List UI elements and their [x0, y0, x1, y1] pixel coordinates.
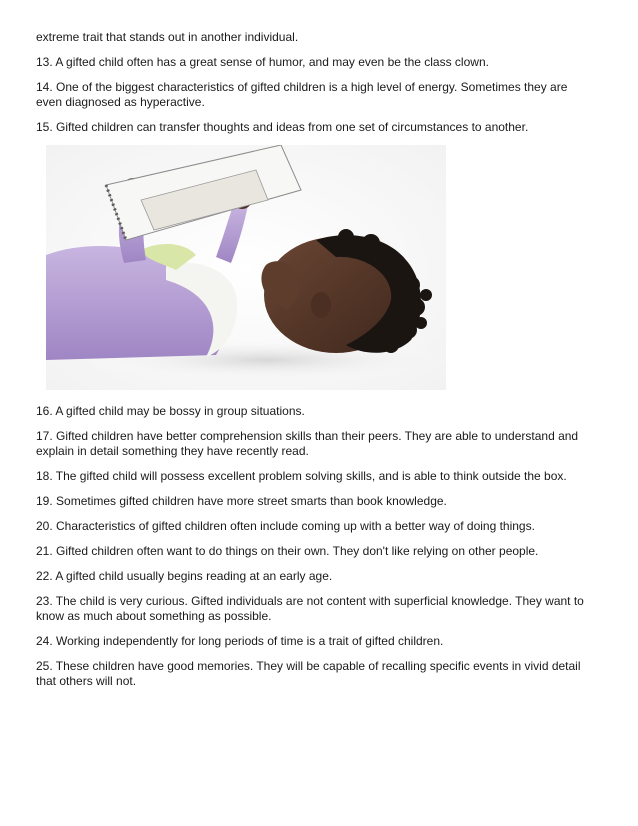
paragraph-item-25: 25. These children have good memories. They will be capable of recalling specific events in vivid detail that others will not.	[36, 659, 581, 688]
paragraph-item-13: 13. A gifted child often has a great sense of humor, and may even be the class clown.	[36, 55, 489, 69]
paragraph-item-18: 18. The gifted child will possess excellent problem solving skills, and is able to think outside the box.	[36, 469, 567, 483]
paragraph-item-16: 16. A gifted child may be bossy in group situations.	[36, 404, 305, 418]
paragraph-item-19: 19. Sometimes gifted children have more street smarts than book knowledge.	[36, 494, 447, 508]
child-reading-photo	[46, 145, 446, 390]
paragraph-continuation: extreme trait that stands out in another individual.	[36, 30, 299, 44]
paragraph-item-21: 21. Gifted children often want to do things on their own. They don't like relying on other people.	[36, 544, 539, 558]
document-page	[36, 30, 596, 699]
paragraph-item-20: 20. Characteristics of gifted children often include coming up with a better way of doing things.	[36, 519, 535, 533]
child-reading-illustration	[46, 145, 446, 390]
paragraph-item-23: 23. The child is very curious. Gifted individuals are not content with superficial knowledge. They want to know as much about something as possible.	[36, 594, 584, 623]
paragraph-item-14: 14. One of the biggest characteristics of gifted children is a high level of energy. Sometimes they are even diagnosed as hyperactive.	[36, 80, 568, 109]
paragraph-item-15: 15. Gifted children can transfer thoughts and ideas from one set of circumstances to another.	[36, 120, 529, 134]
paragraph-item-22: 22. A gifted child usually begins reading at an early age.	[36, 569, 333, 583]
paragraph-item-17: 17. Gifted children have better comprehension skills than their peers. They are able to understand and explain in detail something they have recently read.	[36, 429, 579, 458]
paragraph-item-24: 24. Working independently for long periods of time is a trait of gifted children.	[36, 634, 444, 648]
